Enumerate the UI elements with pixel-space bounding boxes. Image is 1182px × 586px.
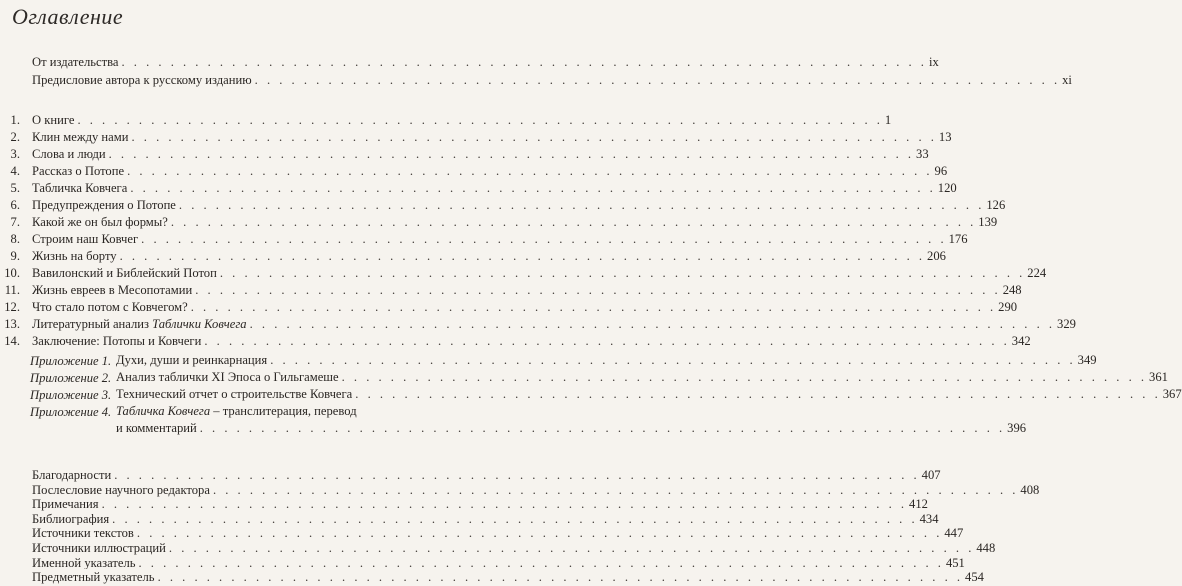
entry-title: Клин между нами	[32, 129, 131, 146]
chapter-number: 7.	[10, 215, 20, 229]
entry-page: 96	[934, 164, 948, 178]
dot-leader: . . . . . . . . . . . . . . . . . . . . . . . . . . . . . . . . . . . . . . . . . . . . . . . . . . . . . . . . . . . . . . . . . .	[212, 482, 1019, 497]
entry-title-italic: Табличка Ковчега	[116, 404, 211, 418]
entry-title: Жизнь евреев в Месопотамии	[32, 282, 195, 299]
entry-title: Табличка Ковчега	[32, 180, 130, 197]
dot-leader: . . . . . . . . . . . . . . . . . . . . . . . . . . . . . . . . . . . . . . . . . . . . . . . . . . . . . . . . . . . . . . . . . .	[341, 370, 1148, 384]
entry-page: 33	[916, 147, 929, 161]
dot-leader: . . . . . . . . . . . . . . . . . . . . . . . . . . . . . . . . . . . . . . . . . . . . . . . . . . . . . . . . . . . . . . . . . .	[138, 555, 944, 570]
chapter-number: 2.	[10, 130, 20, 144]
entry-title: Слова и люди	[32, 146, 109, 163]
dot-leader: . . . . . . . . . . . . . . . . . . . . . . . . . . . . . . . . . . . . . . . . . . . . . . . . . . . . . . . . . . . . . . . . . .	[219, 266, 1026, 280]
entry-page: 139	[978, 215, 998, 229]
chapter-number: 4.	[10, 164, 20, 178]
entry-title-plain: Литературный анализ	[32, 317, 153, 331]
entry-title-plain: – транслитерация, перевод	[210, 404, 357, 418]
entry-page: 248	[1002, 283, 1022, 297]
dot-leader: . . . . . . . . . . . . . . . . . . . . . . . . . . . . . . . . . . . . . . . . . . . . . . . . . . . . . . . . . . . . . . . . . .	[254, 73, 1061, 87]
toc-entry-chapter-14[interactable]	[0, 333, 1031, 350]
appendix-label: Приложение 2.	[30, 371, 112, 385]
toc-entry-chapter-8[interactable]	[0, 231, 968, 248]
entry-title: Предупреждения о Потопе	[32, 197, 179, 214]
entry-title: О книге	[32, 112, 77, 129]
entry-title: Духи, души и реинкарнация	[116, 353, 268, 367]
entry-title: Именной указатель	[32, 555, 139, 572]
toc-entry-chapter-13[interactable]	[0, 316, 1076, 333]
entry-title: Источники иллюстраций	[32, 540, 169, 557]
entry-page: 407	[921, 468, 941, 482]
toc-entry-chapter-12[interactable]	[0, 299, 1018, 316]
toc-entry-chapter-2[interactable]	[0, 129, 952, 146]
entry-title: Примечания	[32, 496, 102, 513]
entry-page: 342	[1011, 334, 1031, 348]
dot-leader: . . . . . . . . . . . . . . . . . . . . . . . . . . . . . . . . . . . . . . . . . . . . . . . . . . . . . . . . . . . . . . . . . .	[270, 353, 1076, 367]
toc-entry-back-8[interactable]	[0, 569, 984, 586]
dot-leader: . . . . . . . . . . . . . . . . . . . . . . . . . . . . . . . . . . . . . . . . . . . . . . . . . . . . . . . . . . . . . . . . . .	[114, 468, 920, 482]
entry-page: 349	[1077, 353, 1097, 367]
entry-page: 224	[1027, 266, 1047, 280]
dot-leader: . . . . . . . . . . . . . . . . . . . . . . . . . . . . . . . . . . . . . . . . . . . . . . . . . . . . . . . . . . . . . . . . . .	[168, 541, 975, 555]
chapter-number: 14.	[4, 334, 20, 348]
toc-entry-chapter-10[interactable]	[0, 265, 1047, 282]
page-title: Оглавление	[12, 4, 124, 29]
entry-page: 396	[1007, 421, 1027, 435]
dot-leader: . . . . . . . . . . . . . . . . . . . . . . . . . . . . . . . . . . . . . . . . . . . . . . . . . . . . . . . . . . . . . . . . . .	[130, 181, 936, 195]
dot-leader: . . . . . . . . . . . . . . . . . . . . . . . . . . . . . . . . . . . . . . . . . . . . . . . . . . . . . . . . . . . . . . . . . .	[195, 283, 1001, 297]
toc-entry-chapter-6[interactable]	[0, 197, 1006, 214]
entry-title: Что стало потом с Ковчегом?	[32, 299, 191, 316]
appendix-label: Приложение 1.	[30, 354, 112, 368]
dot-leader: . . . . . . . . . . . . . . . . . . . . . . . . . . . . . . . . . . . . . . . . . . . . . . . . . . . . . . . . . . . . . . . . . .	[141, 232, 947, 246]
entry-page: 1	[884, 113, 892, 127]
entry-page: 120	[937, 181, 957, 195]
chapter-number: 9.	[10, 249, 20, 263]
chapter-number: 10.	[4, 266, 20, 280]
entry-page: 434	[919, 511, 939, 526]
dot-leader: . . . . . . . . . . . . . . . . . . . . . . . . . . . . . . . . . . . . . . . . . . . . . . . . . . . . . . . . . . . . . . . . . .	[157, 570, 964, 585]
toc-entry-chapter-3[interactable]	[0, 146, 929, 163]
dot-leader: . . . . . . . . . . . . . . . . . . . . . . . . . . . . . . . . . . . . . . . . . . . . . . . . . . . . . . . . . . . . . . . . . .	[131, 130, 937, 144]
entry-page: 361	[1149, 370, 1168, 384]
entry-title-continued: и комментарий	[116, 421, 197, 435]
entry-title-italic: Таблички Ковчега	[152, 317, 247, 331]
chapter-number: 1.	[10, 113, 20, 127]
dot-leader: . . . . . . . . . . . . . . . . . . . . . . . . . . . . . . . . . . . . . . . . . . . . . . . . . . . . . . . . . . . . . . . . . .	[178, 198, 985, 212]
entry-title	[116, 403, 360, 420]
entry-title: Благодарности	[32, 467, 114, 484]
entry-page: 206	[927, 249, 946, 263]
dot-leader: . . . . . . . . . . . . . . . . . . . . . . . . . . . . . . . . . . . . . . . . . . . . . . . . . . . . . . . . . . . . . . . . . .	[119, 249, 926, 263]
dot-leader: . . . . . . . . . . . . . . . . . . . . . . . . . . . . . . . . . . . . . . . . . . . . . . . . . . . . . . . . . . . . . . . . . .	[199, 421, 1006, 435]
entry-title: Анализ таблички XI Эпоса о Гильгамеше	[116, 370, 339, 384]
entry-page: 13	[938, 130, 952, 144]
entry-page: 447	[944, 526, 964, 541]
chapter-number: 5.	[10, 181, 20, 195]
chapter-number: 3.	[10, 147, 20, 161]
entry-title: Послесловие научного редактора	[32, 482, 213, 499]
toc-entry-chapter-5[interactable]	[0, 180, 957, 197]
entry-page: 408	[1020, 482, 1040, 497]
entry-title: Технический отчет о строительстве Ковчега	[116, 387, 353, 401]
dot-leader: . . . . . . . . . . . . . . . . . . . . . . . . . . . . . . . . . . . . . . . . . . . . . . . . . . . . . . . . . . . . . . . . . .	[355, 387, 1161, 401]
toc-entry-chapter-4[interactable]	[0, 163, 948, 180]
chapter-number: 8.	[10, 232, 20, 246]
dot-leader: . . . . . . . . . . . . . . . . . . . . . . . . . . . . . . . . . . . . . . . . . . . . . . . . . . . . . . . . . . . . . . . . . .	[249, 317, 1056, 331]
entry-page: ix	[928, 55, 939, 69]
entry-title: Какой же он был формы?	[32, 214, 171, 231]
dot-leader: . . . . . . . . . . . . . . . . . . . . . . . . . . . . . . . . . . . . . . . . . . . . . . . . . . . . . . . . . . . . . . . . . .	[127, 164, 933, 178]
appendix-label: Приложение 3.	[30, 388, 112, 402]
entry-title	[32, 316, 250, 333]
entry-page: 329	[1057, 317, 1076, 331]
toc-entry-front-2[interactable]	[0, 72, 1072, 89]
dot-leader: . . . . . . . . . . . . . . . . . . . . . . . . . . . . . . . . . . . . . . . . . . . . . . . . . . . . . . . . . . . . . . . . . .	[190, 300, 997, 314]
entry-page: 412	[909, 497, 928, 512]
dot-leader: . . . . . . . . . . . . . . . . . . . . . . . . . . . . . . . . . . . . . . . . . . . . . . . . . . . . . . . . . . . . . . . . . .	[170, 215, 977, 229]
entry-title: Рассказ о Потопе	[32, 163, 127, 180]
dot-leader: . . . . . . . . . . . . . . . . . . . . . . . . . . . . . . . . . . . . . . . . . . . . . . . . . . . . . . . . . . . . . . . . . .	[101, 497, 908, 512]
entry-title: Предисловие автора к русскому изданию	[32, 72, 255, 89]
entry-page: 176	[948, 232, 968, 246]
toc-entry-chapter-7[interactable]	[0, 214, 998, 231]
dot-leader: . . . . . . . . . . . . . . . . . . . . . . . . . . . . . . . . . . . . . . . . . . . . . . . . . . . . . . . . . . . . . . . . . .	[77, 113, 883, 127]
entry-title: Вавилонский и Библейский Потоп	[32, 265, 220, 282]
dot-leader: . . . . . . . . . . . . . . . . . . . . . . . . . . . . . . . . . . . . . . . . . . . . . . . . . . . . . . . . . . . . . . . . . .	[112, 511, 918, 526]
dot-leader: . . . . . . . . . . . . . . . . . . . . . . . . . . . . . . . . . . . . . . . . . . . . . . . . . . . . . . . . . . . . . . . . . .	[204, 334, 1010, 348]
toc-entry-front-1[interactable]	[0, 54, 939, 71]
chapter-number: 12.	[4, 300, 20, 314]
entry-title: Источники текстов	[32, 525, 137, 542]
entry-page: 126	[986, 198, 1006, 212]
entry-page: xi	[1062, 73, 1072, 87]
entry-page: 448	[976, 541, 996, 555]
entry-page: 454	[965, 570, 984, 585]
toc-entry-chapter-1[interactable]	[0, 112, 892, 129]
dot-leader: . . . . . . . . . . . . . . . . . . . . . . . . . . . . . . . . . . . . . . . . . . . . . . . . . . . . . . . . . . . . . . . . . .	[121, 55, 927, 69]
appendix-label: Приложение 4.	[30, 405, 112, 419]
toc-entry-chapter-11[interactable]	[0, 282, 1022, 299]
entry-page: 451	[945, 555, 965, 570]
entry-title: Жизнь на борту	[32, 248, 120, 265]
chapter-number: 13.	[4, 317, 20, 331]
dot-leader: . . . . . . . . . . . . . . . . . . . . . . . . . . . . . . . . . . . . . . . . . . . . . . . . . . . . . . . . . . . . . . . . . .	[136, 526, 943, 541]
entry-title: Предметный указатель	[32, 569, 158, 586]
entry-title: От издательства	[32, 54, 122, 71]
entry-page: 367	[1162, 387, 1182, 401]
toc-entry-chapter-9[interactable]	[0, 248, 946, 265]
entry-page: 290	[998, 300, 1018, 314]
entry-title: Заключение: Потопы и Ковчеги	[32, 333, 204, 350]
chapter-number: 6.	[10, 198, 20, 212]
entry-title: Строим наш Ковчег	[32, 231, 141, 248]
chapter-number: 11.	[4, 283, 20, 297]
entry-title: Библиография	[32, 511, 112, 528]
dot-leader: . . . . . . . . . . . . . . . . . . . . . . . . . . . . . . . . . . . . . . . . . . . . . . . . . . . . . . . . . . . . . . . . . .	[108, 147, 915, 161]
